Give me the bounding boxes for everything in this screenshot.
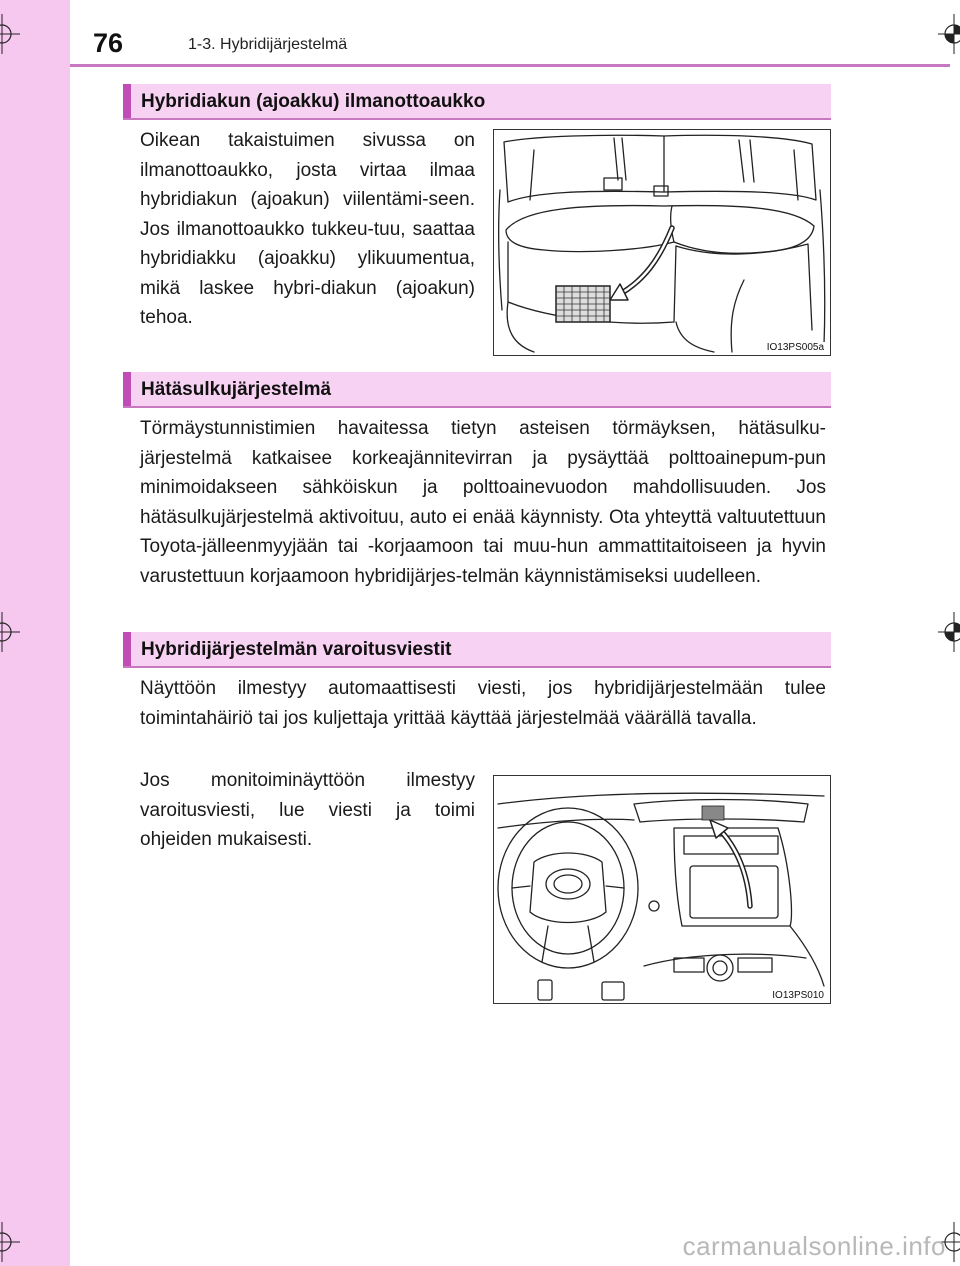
section-accent [123,632,131,666]
air-vent-grille [556,286,610,322]
section-body-warning-instructions: Jos monitoiminäyttöön ilmestyy varoitusviesti, lue viesti ja toimi ohjeiden mukaisesti. [140,770,475,850]
section-title: Hätäsulkujärjestelmä [141,379,332,400]
crop-mark-top-right [930,14,960,54]
arrow-icon [610,228,672,300]
section-accent [123,372,131,406]
rear-seat-illustration [494,130,830,355]
section-body-emergency-shutoff: Törmäystunnistimien havaitessa tietyn asteisen törmäyksen, hätäsulku-järjestelmä katkaisee korkeajännitevirran ja pysäyttää polttoainepum-pun minimoidakseen sähköiskun ja polttoainevuodon mahdollisuuden. Jos hätäsulkujärjestelmä aktivoituu, auto ei enää käynnisty. Ota yhteyttä valtuutettuun Toyota-jälleenmyyjään tai -korjaamoon tai muu-hun ammattitaitoiseen ja hyvin varustettuun korjaamoon hybridijärjes-telmän käynnistämiseksi uudelleen. [140,418,826,587]
dashboard-figure [493,775,831,1004]
display-highlight [702,806,724,820]
section-body-warning-messages: Näyttöön ilmestyy automaattisesti viesti, jos hybridijärjestelmään tulee toimintahäiriö tai jos kuljettaja yrittää käyttää järjestelmää väärällä tavalla. [140,678,826,729]
arrow-icon [710,820,750,906]
figure-code: IO13PS010 [772,990,824,1001]
section-accent [123,84,131,118]
rear-seat-figure [493,129,831,356]
dashboard-illustration [494,776,830,1003]
page-number: 76 [93,28,124,58]
section-heading-air-intake [123,84,831,120]
watermark: carmanualsonline.info [682,1231,946,1261]
crop-mark-top-left [0,14,22,54]
header-rule [70,64,950,67]
running-head: 1-3. Hybridijärjestelmä [188,36,348,53]
crop-mark-bottom-left [0,1222,22,1262]
section-body-air-intake: Oikean takaistuimen sivussa on ilmanottoaukko, josta virtaa ilmaa hybridiakun (ajoakun) viilentämi-seen. Jos ilmanottoaukko tukkeu-tuu, saattaa hybridiakku (ajoakku) ylikuumentua, mikä laskee hybri-diakun (ajoakun) tehoa. [140,130,475,328]
section-heading-emergency-shutoff [123,372,831,408]
section-title: Hybridiakun (ajoakku) ilmanottoaukko [141,91,486,112]
section-heading-warning-messages [123,632,831,668]
section-title: Hybridijärjestelmän varoitusviestit [141,639,452,660]
figure-code: IO13PS005a [766,342,824,353]
crop-mark-mid-left [0,612,22,652]
crop-mark-mid-right [930,612,960,652]
